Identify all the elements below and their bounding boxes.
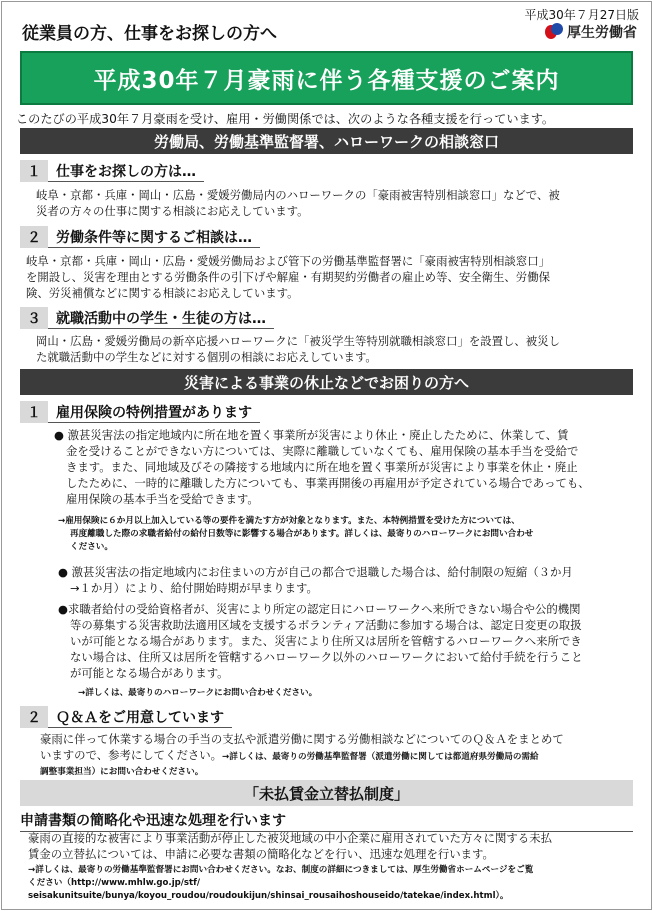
item-title: 仕事をお探しの方は… xyxy=(48,160,204,182)
item-qa-text: 豪雨に伴って休業する場合の手当の支払や派遣労働に関する労働相談などについてのＱ＆Ａをまとめて いますので、参考にしてください。→詳しくは、最寄りの労働基準監督署（派遣労働に関しては都道府県労働局の需給 調整事業担当）にお問い合わせください。 xyxy=(40,732,564,777)
item-title: 雇用保険の特例措置があります xyxy=(48,401,260,423)
unpaid-wages-subheading: 申請書類の簡略化や迅速な処理を行います xyxy=(20,810,633,832)
unpaid-wages-note: →詳しくは、最寄りの労働基準監督署にお問い合わせください。なお、制度の詳細につきましては、厚生労働省ホームページをご覧 ください（http://www.mhlw.go.jp/stf/ seisakunitsuite/bunya/koyou_roudou/roudoukijun/shinsai_rousaihoshouseido/tatekae/index.html）。 xyxy=(28,865,534,901)
note-hello-work: →詳しくは、最寄りのハローワークにお問い合わせください。 xyxy=(78,688,318,698)
issue-date: 平成30年７月27日版 xyxy=(524,8,639,22)
item-job-seekers xyxy=(20,160,204,182)
bullet-dot-icon: ● xyxy=(58,565,68,579)
bullet-certification-date: ●求職者給付の受給資格者が、災害により所定の認定日にハローワークへ来所できない場合や公的機関 等の募集する災害救助法適用区域を支援するボランティア活動に参加する場合は、認定日変更の取扱 いが可能となる場合があります。また、災害により住所又は居所を管轄するハローワークへ来所でき ない場合は、住所又は居所を管轄するハローワーク以外のハローワークにおいて給付手続を行うこと が可能となる場合があります。 xyxy=(58,602,583,680)
ministry-name: 厚生労働省 xyxy=(567,25,637,41)
item-students-text: 岡山・広島・愛媛労働局の新卒応援ハローワークに「被災学生等特別就職相談窓口」を設置し、被災し た就職活動中の学生などに対する個別の相談にお応えしています。 xyxy=(36,334,560,364)
intro-text: このたびの平成30年７月豪雨を受け、雇用・労働関係では、次のような各種支援を行っています。 xyxy=(16,112,555,126)
item-working-conditions xyxy=(20,226,260,248)
ministry-emblem-icon xyxy=(545,23,563,41)
bullet-dot-icon: ● xyxy=(58,602,68,616)
item-working-conditions-text: 岐阜・京都・兵庫・岡山・広島・愛媛労働局および管下の労働基準監督署に「豪雨被害特別相談窓口」 を開設し、災害を理由とする労働条件の引下げや解雇・有期契約労働者の雇止め等、安全衛生、労働保 険、労災補償などに関する相談にお応えしています。 xyxy=(26,254,550,300)
item-title: Ｑ＆Ａをご用意しています xyxy=(48,706,232,728)
item-number: ２ xyxy=(20,706,48,728)
item-employment-insurance xyxy=(20,401,260,423)
item-qa xyxy=(20,706,232,728)
item-job-seekers-text: 岐阜・京都・兵庫・岡山・広島・愛媛労働局内のハローワークの「豪雨被害特別相談窓口」などで、被 災者の方々の仕事に関する相談にお応えしています。 xyxy=(36,188,560,218)
page-title: 平成30年７月豪雨に伴う各種支援のご案内 xyxy=(20,51,633,105)
ministry-logo xyxy=(545,22,637,42)
item-number: ２ xyxy=(20,226,48,248)
bullet-dot-icon: ● xyxy=(54,428,64,442)
section-heading-consultation: 労働局、労働基準監督署、ハローワークの相談窓口 xyxy=(20,128,633,154)
item-number: １ xyxy=(20,160,48,182)
item-number: ３ xyxy=(20,307,48,329)
audience-heading: 従業員の方、仕事をお探しの方へ xyxy=(22,24,277,44)
unpaid-wages-text: 豪雨の直接的な被害により事業活動が停止した被災地域の中小企業に雇用されていた方々に関する未払 賃金の立替払については、申請に必要な書類の簡略化などを行い、迅速な処理を行います。 xyxy=(28,831,552,861)
unpaid-wages-url: seisakunitsuite/bunya/koyou_roudou/roudoukijun/shinsai_rousaihoshouseido/tatekae/index.html）。 xyxy=(28,891,509,901)
section-heading-unpaid-wages: 「未払賃金立替払制度」 xyxy=(20,780,633,806)
bullet-restriction-shortening: ● 激甚災害法の指定地域内にお住まいの方が自己の都合で退職した場合は、給付制限の短縮（３か月 →１か月）により、給付開始時期が早まります。 xyxy=(58,565,573,595)
item-title: 就職活動中の学生・生徒の方は… xyxy=(48,307,274,329)
item-number: １ xyxy=(20,401,48,423)
note-special-measure: →雇用保険に６か月以上加入している等の要件を満たす方が対象となります。また、本特例措置を受けた方については、 再度離職した際の求職者給付の給付日数等に影響する場合があります。詳しくは、最寄りのハローワークにお問い合わせ ください。 xyxy=(58,516,534,552)
bullet-special-measure: ● 激甚災害法の指定地域内に所在地を置く事業所が災害により休止・廃止したために、休業して、賃 金を受けることができない方については、実際に離職していなくても、雇用保険の基本手当を受給で きます。また、同地域及びその隣接する地域内に所在地を置く事業所が災害により事業を休止・廃止 したために、一時的に離職した方についても、事業再開後の再雇用が予定されている場合であっても、 雇用保険の基本手当を受給できます。 xyxy=(54,428,590,506)
item-title: 労働条件等に関するご相談は… xyxy=(48,226,260,248)
section-heading-business-suspension: 災害による事業の休止などでお困りの方へ xyxy=(20,369,633,395)
item-students xyxy=(20,307,274,329)
